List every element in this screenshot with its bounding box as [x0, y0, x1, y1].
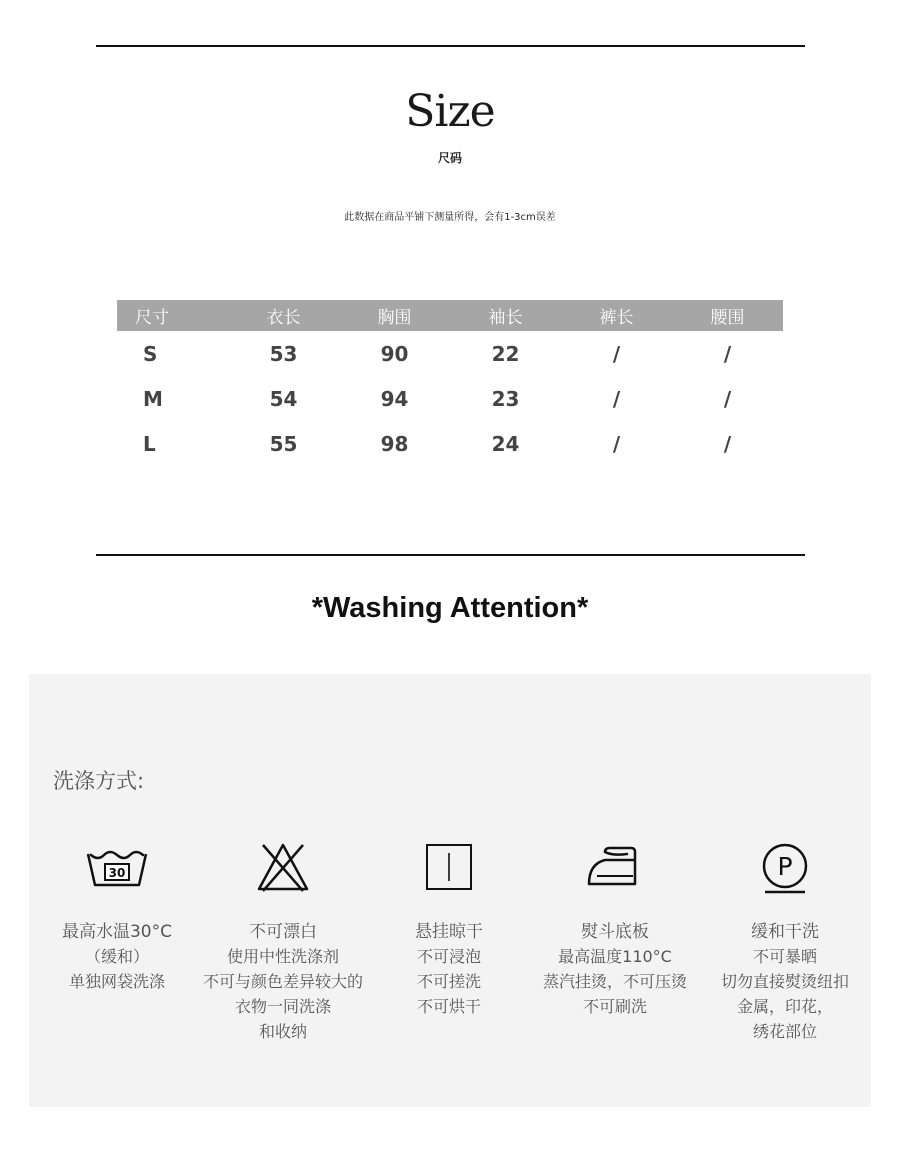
care-line: 不可暴晒 — [752, 947, 817, 966]
care-item-no-bleach — [195, 840, 371, 1044]
table-cell: 98 — [380, 431, 409, 456]
table-cell: / — [612, 341, 621, 366]
table-cell: 90 — [380, 341, 409, 366]
table-cell: / — [723, 341, 732, 366]
size-title: Size — [405, 86, 495, 137]
table-header-row — [117, 300, 783, 331]
table-row — [117, 331, 783, 376]
table-row — [117, 376, 783, 421]
care-line: 最高温度110°C — [558, 947, 672, 966]
care-line: 不可浸泡 — [416, 947, 481, 966]
iron-icon — [583, 840, 647, 896]
hang-dry-icon — [417, 840, 481, 896]
washing-method-label: 洗涤方式: — [53, 769, 145, 793]
care-title: 最高水温30°C — [61, 922, 172, 942]
table-cell: S — [143, 341, 158, 366]
table-cell: 54 — [269, 386, 298, 411]
care-line: 单独网袋洗涤 — [68, 972, 165, 991]
care-title: 不可漂白 — [249, 922, 317, 942]
table-cell: / — [723, 431, 732, 456]
table-cell: 94 — [380, 386, 409, 411]
care-item-iron — [527, 840, 703, 1019]
care-line: 和收纳 — [258, 1022, 307, 1041]
table-cell: M — [143, 386, 163, 411]
care-line: 不可与颜色差异较大的 — [202, 972, 363, 991]
header-size: 尺寸 — [117, 300, 228, 331]
care-item-dry-clean — [697, 840, 873, 1044]
care-item-wash — [29, 840, 205, 994]
care-item-hang-dry — [361, 840, 537, 1019]
wash-30-icon — [85, 840, 149, 896]
svg-text:30: 30 — [108, 866, 126, 880]
header-sleeve: 袖长 — [450, 300, 561, 331]
care-line: 不可烘干 — [416, 997, 481, 1016]
table-cell: / — [612, 386, 621, 411]
header-chest: 胸围 — [339, 300, 450, 331]
header-pants-length: 裤长 — [561, 300, 672, 331]
care-line: 衣物一同洗涤 — [234, 997, 331, 1016]
header-waist: 腰围 — [672, 300, 783, 331]
table-cell: 55 — [269, 431, 298, 456]
no-bleach-icon — [251, 840, 315, 896]
size-subtitle: 尺码 — [437, 151, 462, 165]
care-line: 绣花部位 — [752, 1022, 817, 1041]
care-title: 缓和干洗 — [751, 922, 819, 942]
table-row — [117, 421, 783, 466]
table-cell: 22 — [491, 341, 520, 366]
care-line: （缓和） — [84, 947, 149, 966]
table-cell: L — [143, 431, 156, 456]
measurement-note: 此数据在商品平铺下测量所得，会有1-3cm误差 — [344, 212, 556, 223]
care-title: 悬挂晾干 — [415, 922, 483, 942]
care-line: 不可搓洗 — [416, 972, 481, 991]
care-line: 切勿直接熨烫纽扣 — [720, 972, 849, 991]
table-cell: / — [723, 386, 732, 411]
dry-clean-p-icon — [753, 840, 817, 896]
size-table — [117, 300, 783, 466]
care-panel — [29, 674, 871, 1107]
care-line: 使用中性洗涤剂 — [226, 947, 339, 966]
middle-divider — [96, 554, 805, 556]
table-cell: 53 — [269, 341, 298, 366]
table-cell: / — [612, 431, 621, 456]
care-title: 熨斗底板 — [581, 922, 649, 942]
header-length: 衣长 — [228, 300, 339, 331]
table-cell: 24 — [491, 431, 520, 456]
washing-title: *Washing Attention* — [311, 592, 589, 624]
care-line: 金属，印花， — [736, 997, 833, 1016]
top-divider — [96, 45, 805, 47]
care-line: 蒸汽挂烫，不可压烫 — [542, 972, 687, 991]
svg-text:P: P — [777, 852, 793, 881]
care-line: 不可刷洗 — [582, 997, 647, 1016]
table-cell: 23 — [491, 386, 520, 411]
